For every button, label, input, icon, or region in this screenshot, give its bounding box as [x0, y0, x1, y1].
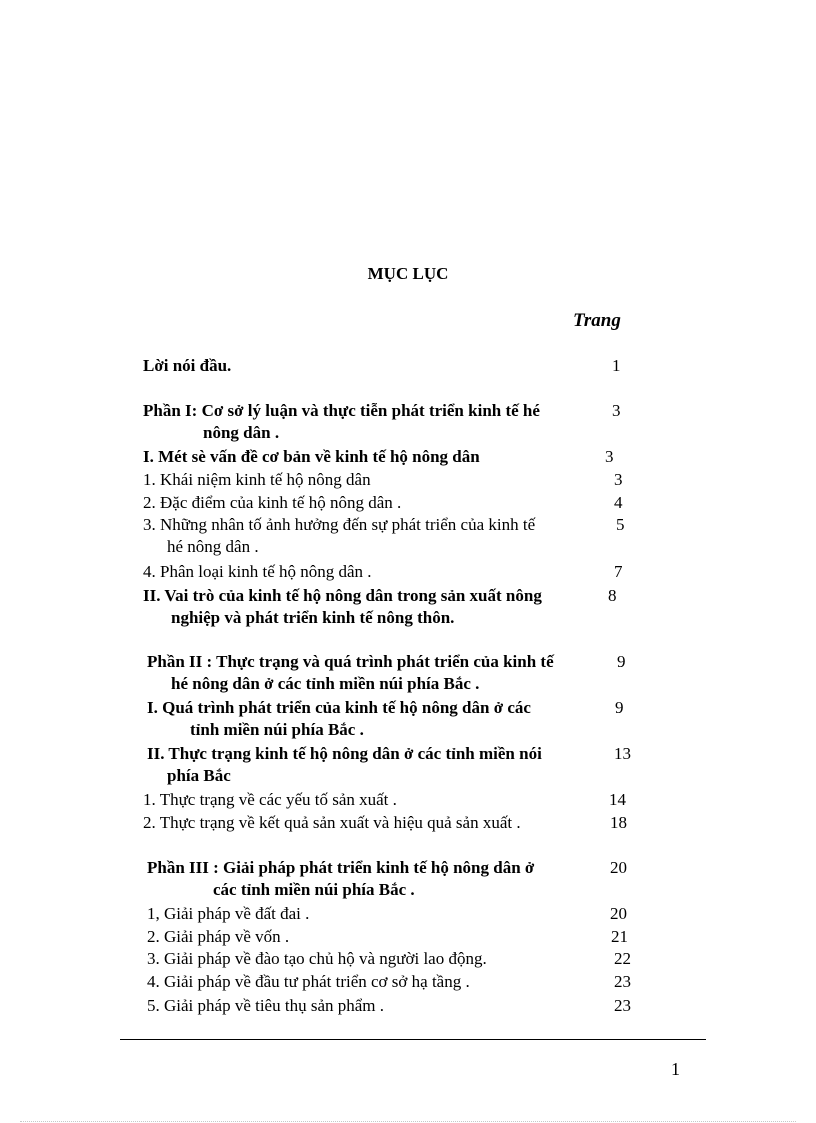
toc-entry-page: 9 — [617, 652, 626, 671]
page-bottom-edge — [20, 1121, 796, 1122]
toc-entry — [147, 995, 384, 1017]
toc-entry-text: 3. Giải pháp về đào tạo chủ hộ và người lao động. — [147, 949, 487, 968]
page-column-label: Trang — [573, 310, 621, 331]
toc-entry-page: 21 — [611, 927, 628, 946]
toc-entry — [143, 355, 231, 377]
toc-entry-text: 1. Thực trạng về các yếu tố sản xuất . — [143, 790, 397, 809]
toc-entry-text: 3. Những nhân tố ảnh hưởng đến sự phát triển của kinh tế — [143, 515, 536, 534]
toc-entry — [147, 971, 470, 993]
toc-entry-page: 1 — [612, 356, 621, 375]
toc-entry — [143, 514, 535, 558]
toc-entry-page: 3 — [612, 401, 621, 420]
toc-entry-page: 20 — [610, 858, 627, 877]
toc-entry — [143, 812, 521, 834]
toc-entry — [143, 446, 480, 468]
toc-entry — [143, 789, 397, 811]
toc-entry — [147, 651, 554, 695]
toc-entry-page: 9 — [615, 698, 624, 717]
toc-entry-text: 1, Giải pháp về đất đai . — [147, 904, 310, 923]
toc-entry-continuation: các tỉnh miền núi phía Bắc . — [213, 880, 415, 899]
toc-entry-text: 5. Giải pháp về tiêu thụ sản phẩm . — [147, 996, 385, 1015]
toc-entry — [147, 697, 531, 741]
toc-entry — [143, 492, 401, 514]
toc-title: MỤC LỤC — [367, 264, 449, 283]
toc-entry-page: 18 — [610, 813, 627, 832]
toc-entry-page: 3 — [614, 470, 623, 489]
toc-entry-page: 4 — [614, 493, 623, 512]
toc-entry — [147, 926, 289, 948]
toc-entry-continuation: hé nông dân . — [167, 537, 259, 556]
toc-entry-text: 2. Giải pháp về vốn . — [147, 927, 290, 946]
toc-entry-continuation: nông dân . — [203, 423, 280, 442]
toc-entry — [147, 857, 534, 901]
toc-entry-text: Phần III : Giải pháp phát triển kinh tế hộ nông dân ở — [147, 858, 535, 877]
toc-entry — [143, 400, 540, 444]
toc-entry-page: 13 — [614, 744, 631, 763]
toc-entry — [143, 561, 372, 583]
toc-entry-page: 23 — [614, 996, 631, 1015]
toc-entry-text: 4. Phân loại kinh tế hộ nông dân . — [143, 562, 372, 581]
toc-entry-continuation: tỉnh miền núi phía Bắc . — [190, 720, 364, 739]
toc-entry-text: II. Vai trò của kinh tế hộ nông dân trong sản xuất nông — [143, 586, 542, 605]
toc-entry-continuation: hé nông dân ở các tỉnh miền núi phía Bắc . — [171, 674, 480, 693]
toc-entry-text: Phần I: Cơ sở lý luận và thực tiễn phát triển kinh tế hé — [143, 401, 540, 420]
toc-entry-page: 3 — [605, 447, 614, 466]
toc-entry-page: 8 — [608, 586, 617, 605]
toc-entry-continuation: nghiệp và phát triển kinh tế nông thôn. — [171, 608, 455, 627]
toc-entry — [143, 585, 542, 629]
toc-entry-text: Phần II : Thực trạng và quá trình phát triển của kinh tế — [147, 652, 554, 671]
footer-rule — [120, 1039, 706, 1040]
toc-entry-continuation: phía Bắc — [167, 766, 231, 785]
toc-entry-page: 23 — [614, 972, 631, 991]
toc-entry-page: 5 — [616, 515, 625, 534]
toc-entry-text: 2. Đặc điểm của kinh tế hộ nông dân . — [143, 493, 402, 512]
footer-page-number: 1 — [671, 1059, 680, 1079]
toc-entry-text: Lời nói đầu. — [143, 356, 232, 375]
toc-entry — [147, 948, 487, 970]
toc-entry-page: 22 — [614, 949, 631, 968]
toc-entry-text: 4. Giải pháp về đầu tư phát triển cơ sở hạ tầng . — [147, 972, 470, 991]
toc-entry-text: 1. Khái niệm kinh tế hộ nông dân — [143, 470, 371, 489]
toc-entry-text: 2. Thực trạng về kết quả sản xuất và hiệu quả sản xuất . — [143, 813, 521, 832]
toc-entry-text: I. Quá trình phát triển của kinh tế hộ nông dân ở các — [147, 698, 531, 717]
toc-entry — [147, 903, 309, 925]
toc-entry-page: 14 — [609, 790, 626, 809]
toc-entry-text: I. Mét sè vấn đề cơ bản về kinh tế hộ nông dân — [143, 447, 480, 466]
toc-entry-page: 7 — [614, 562, 623, 581]
toc-entry-page: 20 — [610, 904, 627, 923]
toc-entry — [143, 469, 371, 491]
toc-entry-text: II. Thực trạng kinh tế hộ nông dân ở các tỉnh miền nói — [147, 744, 542, 763]
toc-entry — [147, 743, 542, 787]
